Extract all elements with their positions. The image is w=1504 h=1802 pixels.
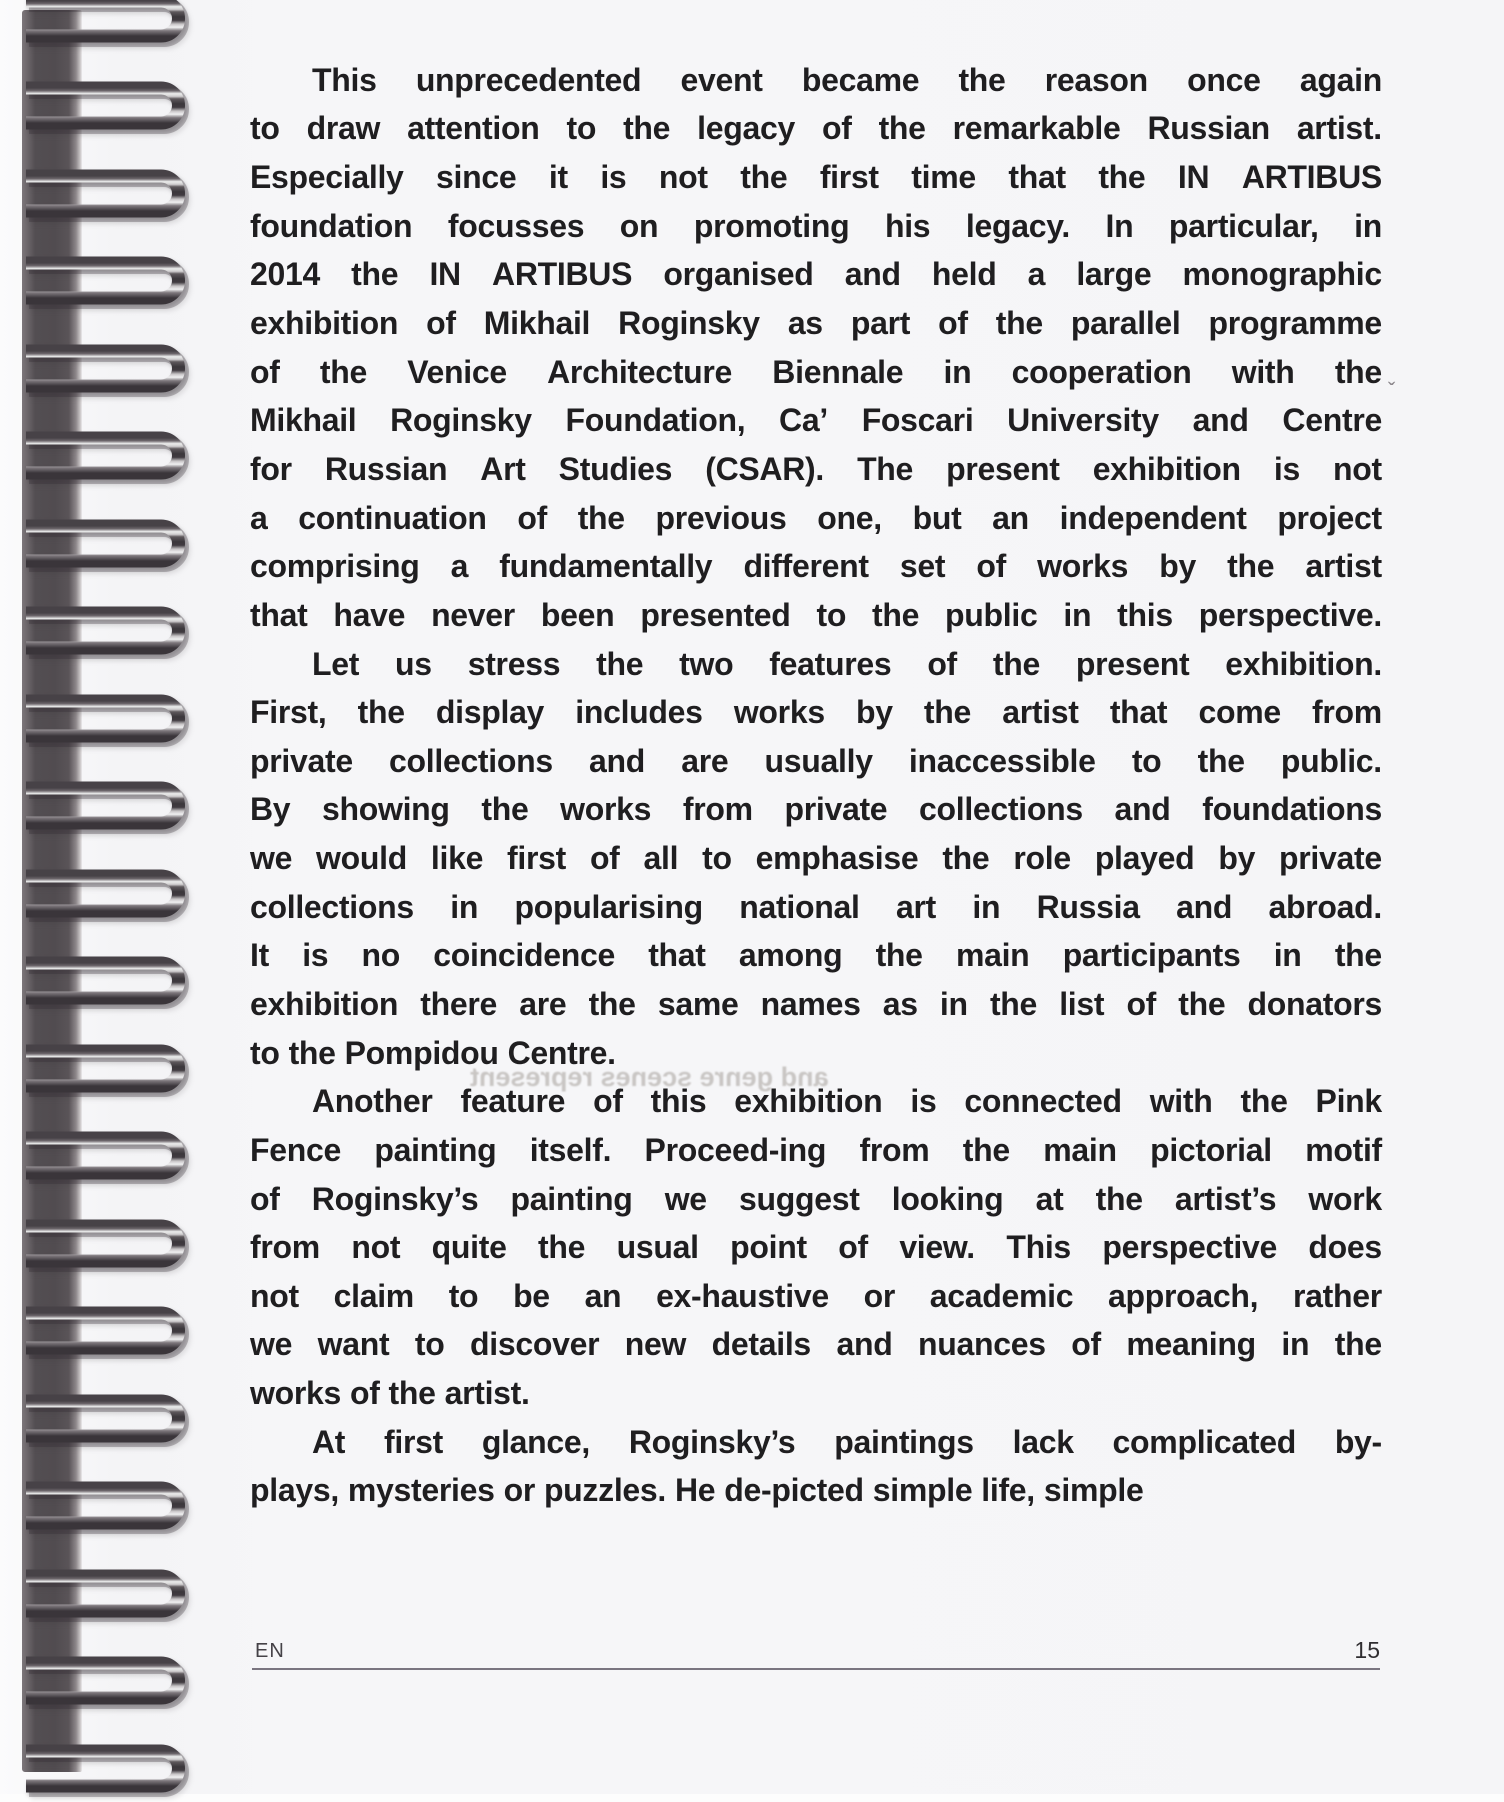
text-line: collections in popularising national art in Russia and abroad.: [250, 888, 1382, 925]
binding-loop: [26, 339, 194, 397]
footer-rule: [252, 1668, 1380, 1670]
text-line: Another feature of this exhibition is connected with the Pink: [312, 1083, 1382, 1120]
text-line: foundation focusses on promoting his legacy. In particular, in: [250, 207, 1382, 244]
binding-loop: [26, 951, 194, 1009]
text-line: First, the display includes works by the artist that come from: [250, 694, 1382, 731]
binding-loop: [26, 251, 194, 309]
text-line: Mikhail Roginsky Foundation, Ca’ Foscari University and Centre: [250, 402, 1382, 439]
text-line: plays, mysteries or puzzles. He de-picted simple life, simple: [250, 1472, 1144, 1509]
text-line: from not quite the usual point of view. This perspective does: [250, 1229, 1382, 1266]
text-line: Let us stress the two features of the present exhibition.: [312, 645, 1382, 682]
text-line: for Russian Art Studies (CSAR). The present exhibition is not: [250, 450, 1382, 487]
binding-loop: [26, 1214, 194, 1272]
text-line: private collections and are usually inaccessible to the public.: [250, 742, 1382, 779]
text-line: a continuation of the previous one, but an independent project: [250, 499, 1382, 536]
binding-loop: [26, 776, 194, 834]
text-line: By showing the works from private collections and foundations: [250, 791, 1382, 828]
binding-loop: [26, 1039, 194, 1097]
text-line: we want to discover new details and nuances of meaning in the: [250, 1326, 1382, 1363]
text-line: Especially since it is not the first time that the IN ARTIBUS: [250, 159, 1382, 196]
binding-loop: [26, 1126, 194, 1184]
binding-loop: [26, 76, 194, 134]
text-line: of the Venice Architecture Biennale in cooperation with the: [250, 353, 1382, 390]
binding-loop: [26, 1739, 194, 1797]
text-line: comprising a fundamentally different set of works by the artist: [250, 548, 1382, 585]
binding-loop: [26, 1651, 194, 1709]
text-line: to the Pompidou Centre.: [250, 1034, 616, 1071]
text-line: At first glance, Roginsky’s paintings lack complicated by-: [312, 1423, 1382, 1460]
text-line: It is no coincidence that among the main participants in the: [250, 937, 1382, 974]
text-line: Fence painting itself. Proceed-ing from the main pictorial motif: [250, 1131, 1382, 1168]
binding-loop: [26, 0, 194, 47]
stray-mark: ˇ: [1388, 378, 1396, 403]
binding-loop: [26, 864, 194, 922]
text-line: 2014 the IN ARTIBUS organised and held a large monographic: [250, 256, 1382, 293]
binding-loop: [26, 1301, 194, 1359]
text-line: works of the artist.: [250, 1375, 530, 1412]
binding-loop: [26, 1389, 194, 1447]
binding-loop: [26, 514, 194, 572]
body-text: [250, 56, 1382, 1515]
binding-loop: [26, 164, 194, 222]
spiral-binding: [0, 0, 230, 1794]
footer-page-number: 15: [1354, 1637, 1380, 1663]
binding-loop: [26, 1476, 194, 1534]
text-line: exhibition of Mikhail Roginsky as part of the parallel programme: [250, 305, 1382, 342]
footer-language-label: EN: [255, 1640, 285, 1662]
text-line: that have never been presented to the public in this perspective.: [250, 596, 1382, 633]
binding-loop: [26, 689, 194, 747]
text-line: we would like first of all to emphasise the role played by private: [250, 840, 1382, 877]
binding-loop: [26, 1564, 194, 1622]
text-line: not claim to be an ex-haustive or academic approach, rather: [250, 1277, 1382, 1314]
text-line: of Roginsky’s painting we suggest looking at the artist’s work: [250, 1180, 1382, 1217]
text-line: to draw attention to the legacy of the remarkable Russian artist.: [250, 110, 1382, 147]
text-line: This unprecedented event became the reason once again: [312, 61, 1382, 98]
binding-loop: [26, 601, 194, 659]
ghost-showthrough-text: and genre scenes represent: [470, 1062, 829, 1092]
binding-loop: [26, 426, 194, 484]
text-line: exhibition there are the same names as in the list of the donators: [250, 985, 1382, 1022]
